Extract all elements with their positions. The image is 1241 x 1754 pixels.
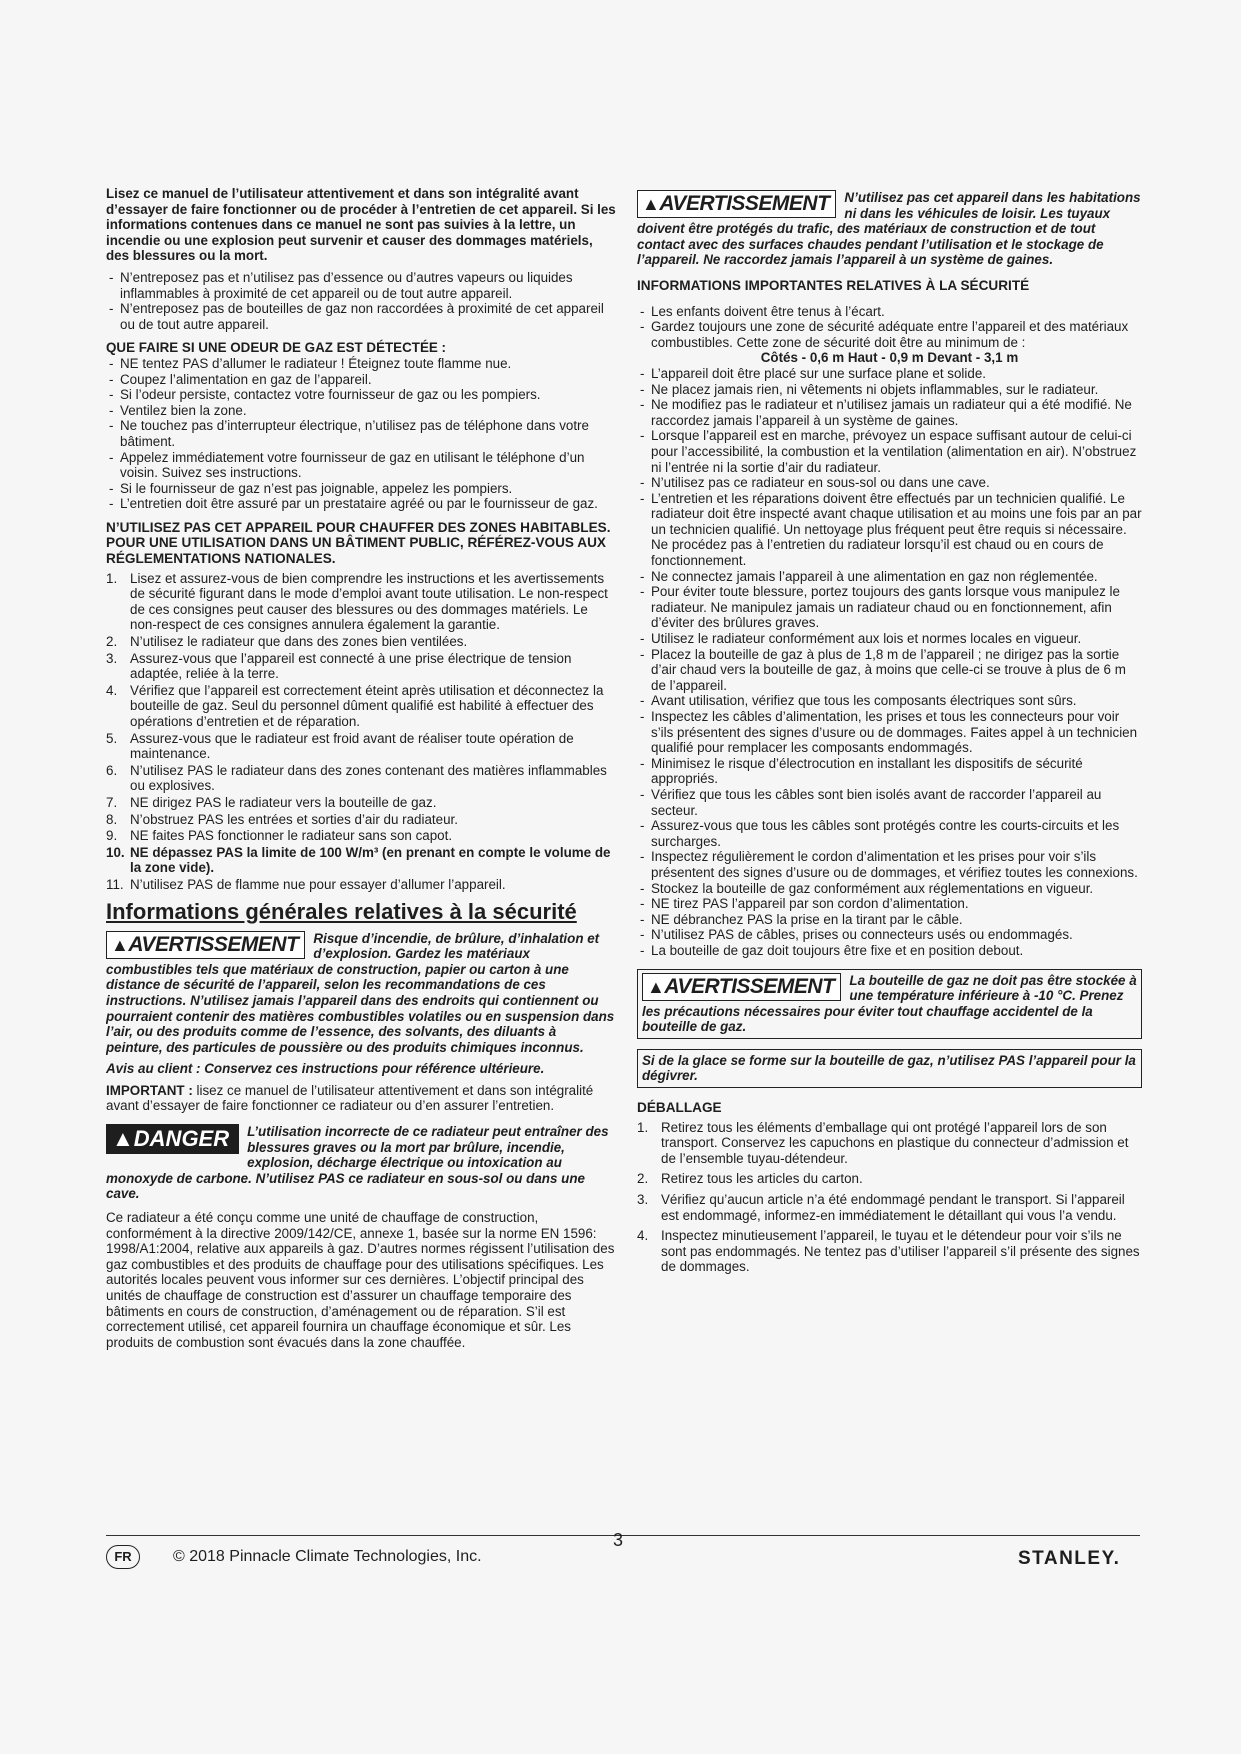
fire-warning <box>106 931 616 1056</box>
list-item: - N’entreposez pas de bouteilles de gaz non raccordées à proximité de cet appareil ou de tout autre appareil. <box>106 301 616 332</box>
list-item: - Inspectez régulièrement le cordon d’alimentation et les prises pour voir s’ils présentent des signes d’usure ou de dommages, et vérifiez toutes les connexions. <box>637 849 1142 880</box>
warning-text: N’utilisez pas cet appareil dans les habitations ni dans les véhicules de loisir. Les tuyaux doivent être protégés du trafic, des matériaux de construction et de tout contact avec des surfaces chaudes pendant l’utilisation et le stockage de l’appareil. Ne raccordez jamais l’appareil à un système de gaines. <box>637 190 1141 268</box>
language-badge: FR <box>106 1545 140 1569</box>
construction-heater-paragraph: Ce radiateur a été conçu comme une unité de chauffage de construction, conformément à la directive 2009/142/CE, annexe 1, basée sur la norme EN 1596: 1998/A1:2004, relative aux appareils à gaz. D’autres normes régissent l’utilisation des gaz combustibles et des produits de chauffage pour des utilisations spécifiques. Les autorités locales peuvent vous informer sur ces dernières. L’objectif principal des unités de chauffage de construction est d’assurer un chauffage temporaire des bâtiments en cours de construction, d’aménagement ou de réparation. S’il est correctement utilisé, cet appareil fournira un chauffage économique et sûr. Les produits de combustion sont évacués dans la zone chauffée. <box>106 1210 615 1350</box>
danger-badge: ▲DANGER <box>106 1124 239 1154</box>
numbered-instructions <box>106 571 616 893</box>
warning-triangle-icon: ▲ <box>642 194 660 214</box>
clearance-distances: Côtés - 0,6 m Haut - 0,9 m Devant - 3,1 m <box>760 350 1019 366</box>
list-item: - L’entretien doit être assuré par un prestataire agréé ou par le fournisseur de gaz. <box>106 496 616 512</box>
important-note: IMPORTANT : lisez ce manuel de l’utilisateur attentivement et dans son intégralité avant d’essayer de faire fonctionner ce radiateur ou d’en assurer l’entretien. <box>106 1082 594 1114</box>
safety-list-a <box>637 304 1142 351</box>
warning-text: Risque d’incendie, de brûlure, d’inhalation et d’explosion. Gardez les matériaux combustibles tels que matériaux de construction, papier ou carton à une distance de sécurité de l’appareil, selon les recommandations de ces instructions. N’utilisez jamais l’appareil dans des endroits qui contiennent ou pourraient contenir des matières combustibles volatiles ou en suspension dans l’air, ou des produits comme de l’essence, des solvants, des diluants à peinture, des particules de poussière ou des produits chimiques inconnus. <box>106 930 615 1055</box>
customer-notice: Avis au client : Conservez ces instructions pour référence ultérieure. <box>106 1061 545 1077</box>
list-item: 11. N’utilisez PAS de flamme nue pour essayer d’allumer l’appareil. <box>106 876 506 892</box>
right-column <box>637 186 1142 1281</box>
brand-logo: STANLEY. <box>1018 1548 1121 1569</box>
storage-list <box>106 270 616 332</box>
warning-badge: ▲AVERTISSEMENT <box>106 931 305 959</box>
list-item: - Ventilez bien la zone. <box>106 403 616 419</box>
warning-badge: ▲AVERTISSEMENT <box>642 973 841 1001</box>
list-item: - Stockez la bouteille de gaz conformément aux réglementations en vigueur. <box>637 881 1142 897</box>
list-item: - L’entretien et les réparations doivent être effectués par un technicien qualifié. Le radiateur doit être inspecté avant chaque utilisation et au moins une fois par an par un technicien qualifié. Un nettoyage plus fréquent peut être requis si nécessaire. Ne procédez pas à l’entretien du radiateur lorsqu’il est chaud ou en cours de fonctionnement. <box>637 491 1142 569</box>
list-item: - Utilisez le radiateur conformément aux lois et normes locales en vigueur. <box>637 631 1142 647</box>
warning-text: La bouteille de gaz ne doit pas être stockée à une température inférieure à -10 °C. Prenez les précautions nécessaires pour éviter tout chauffage accidentel de la bouteille de gaz. <box>642 972 1137 1035</box>
gas-odor-steps <box>106 356 616 512</box>
list-item: - Inspectez les câbles d’alimentation, les prises et tous les connecteurs pour voir s’ils présentent des signes d’usure ou de dommages. Faites appel à un technicien qualifié pour remplacer les composants endommagés. <box>637 709 1142 756</box>
list-item: - Vérifiez que tous les câbles sont bien isolés avant de raccorder l’appareil au secteur. <box>637 787 1142 818</box>
list-item: 7. NE dirigez PAS le radiateur vers la bouteille de gaz. <box>106 794 437 810</box>
list-item: - NE débranchez PAS la prise en la tirant par le câble. <box>637 912 1142 928</box>
list-item: - NE tentez PAS d’allumer le radiateur ! Éteignez toute flamme nue. <box>106 356 616 372</box>
warning-triangle-icon: ▲ <box>111 934 129 955</box>
list-item: 1. Retirez tous les éléments d’emballage qui ont protégé l’appareil lors de son transport. Conservez les capuchons en plastique du connecteur d’admission et de l’ensemble tuyau-détendeur. <box>637 1119 1129 1166</box>
intro-paragraph: Lisez ce manuel de l’utilisateur attentivement et dans son intégralité avant d’essayer de faire fonctionner ou de procéder à l’entretien de cet appareil. Si les informations contenues dans ce manuel ne sont pas suivies à la lettre, un incendie ou une explosion peut survenir et causer des dommages matériels, des blessures ou la mort. <box>106 186 616 264</box>
list-item: - Ne touchez pas d’interrupteur électrique, n’utilisez pas de téléphone dans votre bâtiment. <box>106 418 616 449</box>
page-number: 3 <box>613 1530 624 1550</box>
list-item: - L’appareil doit être placé sur une surface plane et solide. <box>637 366 1142 382</box>
list-item: 2. N’utilisez le radiateur que dans des zones bien ventilées. <box>106 634 468 650</box>
warning-badge: ▲AVERTISSEMENT <box>637 190 836 218</box>
list-item: - Pour éviter toute blessure, portez toujours des gants lorsque vous manipulez le radiateur. Ne manipulez jamais un radiateur chaud ou en fonctionnement, afin d’éviter des brûlures graves. <box>637 584 1142 631</box>
gas-odor-heading: QUE FAIRE SI UNE ODEUR DE GAZ EST DÉTECTÉE : <box>106 340 447 356</box>
list-item: 4. Inspectez minutieusement l’appareil, le tuyau et le détendeur pour voir s’ils ne sont pas endommagés. Ne tentez pas d’utiliser l’appareil s’il présente des signes de dommages. <box>637 1228 1140 1275</box>
list-item: - Ne connectez jamais l’appareil à une alimentation en gaz non réglementée. <box>637 569 1142 585</box>
list-item: - Ne modifiez pas le radiateur et n’utilisez jamais un radiateur qui a été modifié. Ne raccordez jamais l’appareil à un système de gaines. <box>637 397 1142 428</box>
danger-text: L’utilisation incorrecte de ce radiateur peut entraîner des blessures graves ou la mort par brûlure, incendie, explosion, décharge électrique ou intoxication au monoxyde de carbone. N’utilisez PAS ce radiateur en sous-sol ou dans une cave. <box>106 1124 609 1202</box>
warning-triangle-icon: ▲ <box>112 1126 134 1152</box>
habitable-zones-heading: N’UTILISEZ PAS CET APPAREIL POUR CHAUFFER DES ZONES HABITABLES. POUR UNE UTILISATION DANS UN BÂTIMENT PUBLIC, RÉFÉREZ-VOUS AUX RÉGLEMENTATIONS NATIONALES. <box>106 519 611 567</box>
unpacking-heading: DÉBALLAGE <box>637 1100 722 1116</box>
list-item: - NE tirez PAS l’appareil par son cordon d’alimentation. <box>637 896 1142 912</box>
list-item: - La bouteille de gaz doit toujours être fixe et en position debout. <box>637 943 1142 959</box>
left-column <box>106 186 616 1356</box>
list-item: - N’utilisez pas ce radiateur en sous-sol ou dans une cave. <box>637 475 1142 491</box>
general-safety-heading: Informations générales relatives à la sécurité <box>106 898 577 924</box>
list-item: - N’utilisez PAS de câbles, prises ou connecteurs usés ou endommagés. <box>637 927 1142 943</box>
list-item: - Gardez toujours une zone de sécurité adéquate entre l’appareil et des matériaux combustibles. Cette zone de sécurité doit être au minimum de : <box>637 319 1142 350</box>
list-item: - Avant utilisation, vérifiez que tous les composants électriques sont sûrs. <box>637 693 1142 709</box>
temperature-warning <box>637 969 1142 1039</box>
danger-warning <box>106 1124 616 1202</box>
list-item: 10. NE dépassez PAS la limite de 100 W/m³ (en prenant en compte le volume de la zone vide). <box>106 844 611 876</box>
list-item: 8. N’obstruez PAS les entrées et sorties d’air du radiateur. <box>106 811 458 827</box>
list-item: - N’entreposez pas et n’utilisez pas d’essence ou d’autres vapeurs ou liquides inflammables à proximité de cet appareil ou de tout autre appareil. <box>106 270 616 301</box>
list-item: 3. Assurez-vous que l’appareil est connecté à une prise électrique de tension adaptée, reliée à la terre. <box>106 650 572 682</box>
unpacking-steps <box>637 1120 1142 1275</box>
list-item: 6. N’utilisez PAS le radiateur dans des zones contenant des matières inflammables ou explosives. <box>106 762 607 794</box>
list-item: - Assurez-vous que tous les câbles sont protégés contre les courts-circuits et les surcharges. <box>637 818 1142 849</box>
list-item: 3. Vérifiez qu’aucun article n’a été endommagé pendant le transport. Si l’appareil est endommagé, informez-en immédiatement le détaillant qui vous l’a vendu. <box>637 1192 1125 1223</box>
list-item: - Les enfants doivent être tenus à l’écart. <box>637 304 1142 320</box>
copyright: © 2018 Pinnacle Climate Technologies, Inc. <box>173 1548 482 1565</box>
list-item: 4. Vérifiez que l’appareil est correctement éteint après utilisation et déconnectez la bouteille de gaz. Seul du personnel dûment qualifié est habilité à effectuer des opérations d’entretien et de réparation. <box>106 682 604 729</box>
list-item: 9. NE faites PAS fonctionner le radiateur sans son capot. <box>106 828 453 844</box>
list-item: - Lorsque l’appareil est en marche, prévoyez un espace suffisant autour de celui-ci pour l’accessibilité, la combustion et la ventilation (alimentation en air). N’obstruez ni l’entrée ni la sortie d’air du radiateur. <box>637 428 1142 475</box>
warning-triangle-icon: ▲ <box>647 976 665 997</box>
list-item: - Placez la bouteille de gaz à plus de 1,8 m de l’appareil ; ne dirigez pas la sortie d’air chaud vers la bouteille de gaz, à moins que celle-ci se trouve à plus de 6 m de l’appareil. <box>637 647 1142 694</box>
dwelling-warning <box>637 190 1142 268</box>
list-item: - Si l’odeur persiste, contactez votre fournisseur de gaz ou les pompiers. <box>106 387 616 403</box>
safety-heading: INFORMATIONS IMPORTANTES RELATIVES À LA SÉCURITÉ <box>637 277 1030 293</box>
safety-list-b <box>637 366 1142 959</box>
ice-note: Si de la glace se forme sur la bouteille de gaz, n’utilisez PAS l’appareil pour la dégivrer. <box>637 1049 1142 1088</box>
list-item: 5. Assurez-vous que le radiateur est froid avant de réaliser toute opération de maintenance. <box>106 730 574 762</box>
list-item: - Minimisez le risque d’électrocution en installant les dispositifs de sécurité appropriés. <box>637 756 1142 787</box>
list-item: - Ne placez jamais rien, ni vêtements ni objets inflammables, sur le radiateur. <box>637 382 1142 398</box>
list-item: 2. Retirez tous les articles du carton. <box>637 1171 863 1187</box>
list-item: 1. Lisez et assurez-vous de bien comprendre les instructions et les avertissements de sécurité figurant dans le mode d’emploi avant toute utilisation. Le non-respect de ces consignes peut causer des blessures ou des dommages matériels. Le non-respect de ces consignes annulera également la garantie. <box>106 570 608 633</box>
list-item: - Si le fournisseur de gaz n’est pas joignable, appelez les pompiers. <box>106 481 616 497</box>
list-item: - Appelez immédiatement votre fournisseur de gaz en utilisant le téléphone d’un voisin. Suivez ses instructions. <box>106 450 616 481</box>
list-item: - Coupez l’alimentation en gaz de l’appareil. <box>106 372 616 388</box>
